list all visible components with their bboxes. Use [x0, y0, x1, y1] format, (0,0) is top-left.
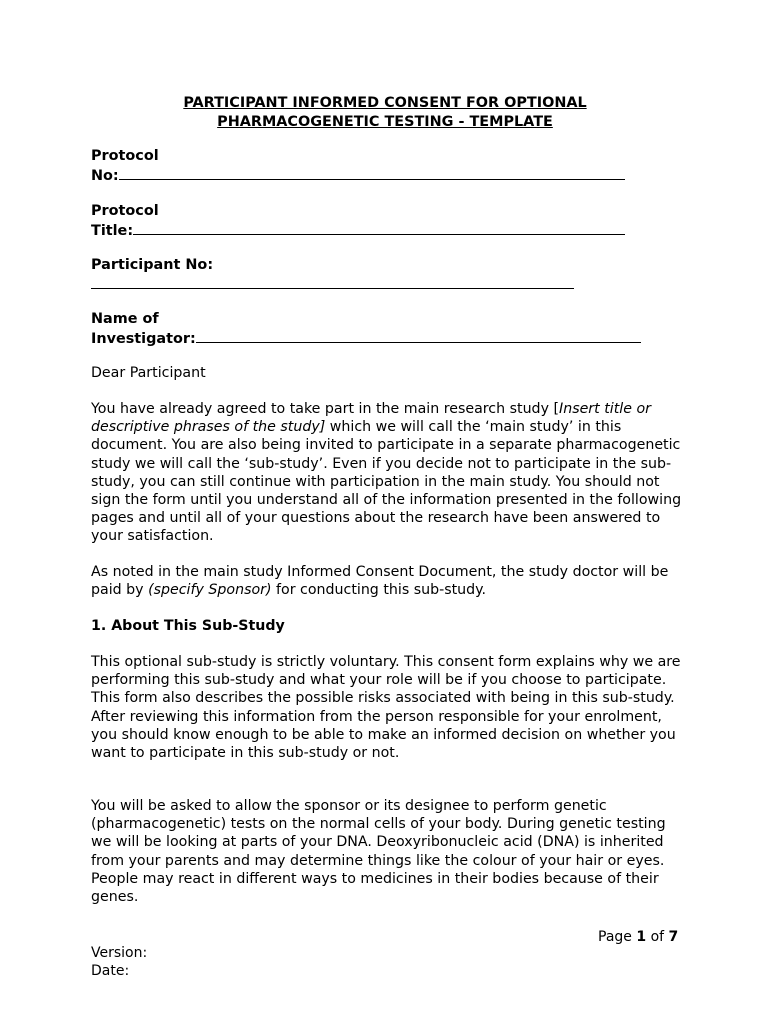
date-label: Date: — [91, 963, 130, 979]
title-line-1: PARTICIPANT INFORMED CONSENT FOR OPTIONAL — [183, 95, 587, 111]
protocol-no-blank[interactable] — [119, 165, 625, 180]
investigator-label-2: Investigator: — [91, 331, 196, 348]
participant-no-blank[interactable] — [91, 274, 574, 289]
protocol-title-field — [91, 202, 625, 240]
version-label: Version: — [91, 945, 148, 961]
participant-no-field — [91, 256, 574, 294]
participant-no-label: Participant No: — [91, 257, 214, 273]
protocol-title-label-1: Protocol — [91, 203, 159, 219]
protocol-no-label-1: Protocol — [91, 148, 159, 164]
document-title — [91, 94, 679, 131]
title-line-2: PHARMACOGENETIC TESTING - TEMPLATE — [217, 113, 553, 130]
footer-meta — [91, 944, 147, 980]
greeting: Dear Participant — [91, 365, 206, 381]
paragraph-sponsor: As noted in the main study Informed Consent Document, the study doctor will be paid by (specify Sponsor) for conducting this sub-study. — [91, 564, 669, 599]
page-number: Page 1 of 7 — [598, 929, 679, 945]
paragraph-genetic-testing: You will be asked to allow the sponsor or its designee to perform genetic (pharmacogenetic) tests on the normal cells of your body. During genetic testing we will be looking at parts of your DNA. Deoxyribonucleic acid (DNA) is inherited from your parents and may determine things like the colour of your hair or eyes. People may react in different ways to medicines in their bodies because of their genes. — [91, 798, 666, 906]
investigator-blank[interactable] — [196, 328, 641, 343]
paragraph-intro: You have already agreed to take part in the main research study [Insert title or descriptive phrases of the study] which we will call the ‘main study’ in this document. You are also being invited to participate in a separate pharmacogenetic study we will call the ‘sub-study’. Even if you decide not to participate in the sub-study, you can still continue with participation in the main study. You should not sign the form until you understand all of the information presented in the following pages and until all of your questions about the research have been answered to your satisfaction. — [91, 401, 682, 545]
investigator-field — [91, 310, 641, 348]
investigator-label-1: Name of — [91, 311, 159, 327]
protocol-no-label-2: No: — [91, 168, 119, 185]
protocol-no-field — [91, 147, 625, 185]
paragraph-about-substudy: This optional sub-study is strictly voluntary. This consent form explains why we are performing this sub-study and what your role will be if you choose to participate. This form also describes the possible risks associated with being in this sub-study. After reviewing this information from the person responsible for your enrolment, you should know enough to be able to make an informed decision on whether you want to participate in this sub-study or not. — [91, 654, 681, 762]
section-1-heading: 1. About This Sub-Study — [91, 618, 285, 634]
protocol-title-label-2: Title: — [91, 223, 134, 240]
protocol-title-blank[interactable] — [133, 220, 625, 235]
